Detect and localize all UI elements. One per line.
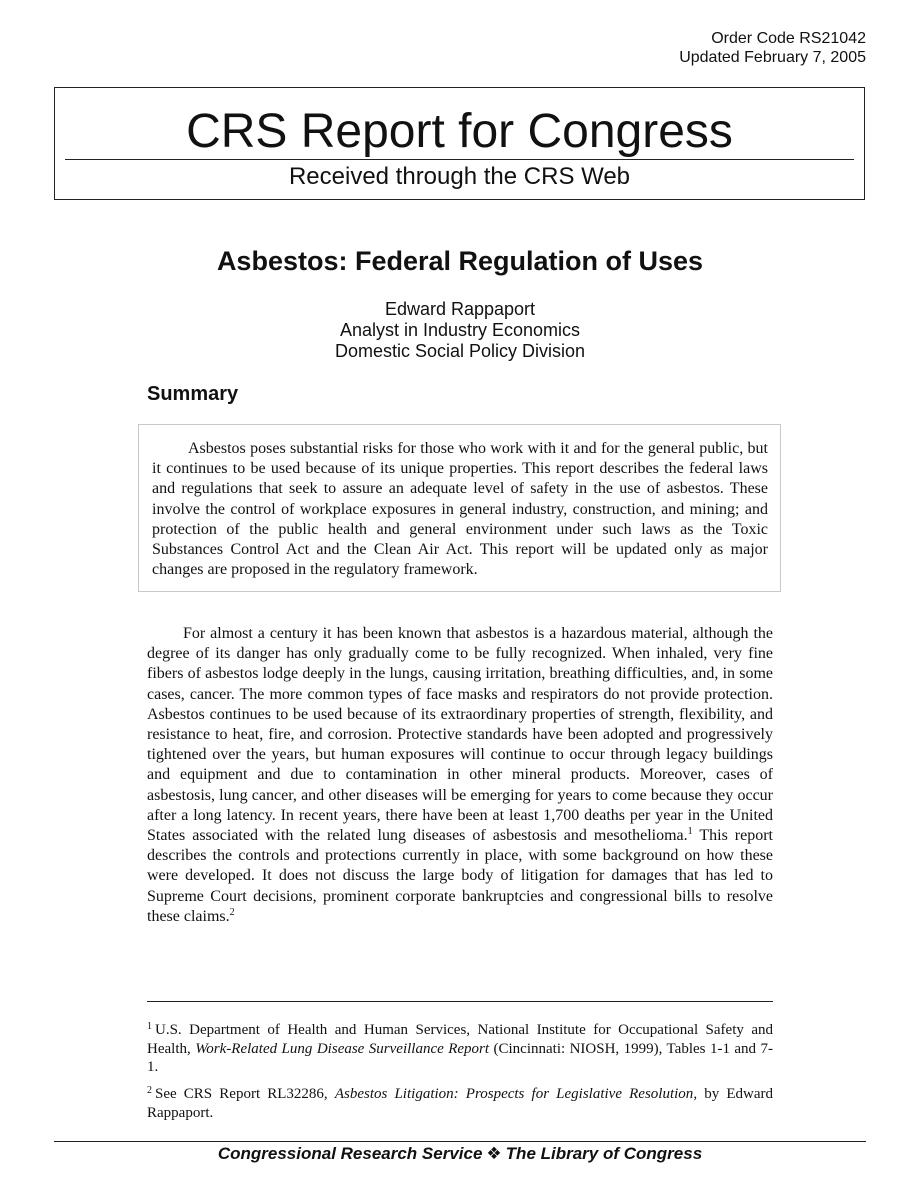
footnote-1-text: U.S. Department of Health and Human Services, National Institute for Occupational Safety and Health, xyxy=(147,1022,773,1057)
body-paragraph xyxy=(147,624,773,927)
footnote-1-source: (Cincinnati: NIOSH, 1999), Tables 1-1 and 7-1. xyxy=(147,1040,773,1075)
footnote-1-title: Work-Related Lung Disease Surveillance Report xyxy=(195,1040,490,1057)
footer-divider xyxy=(54,1141,866,1142)
body-text-part-1: For almost a century it has been known that asbestos is a hazardous material, although the degree of its danger has only gradually come to be fully recognized. When inhaled, very fine fibers of asbestos lodge deeply in the lungs, causing irritation, breathing difficulties, and, in some cases, cancer. The more common types of face masks and respirators do not provide protection. Asbestos continues to be used because of its extraordinary properties of strength, flexibility, and resistance to heat, fire, and corrosion. Protective standards have been adopted and progressively tightened over the years, but human exposures will continue to occur through legacy buildings and equipment and due to contamination in other mineral products. Moreover, cases of asbestosis, lung cancer, and other diseases will be emerging for years to come because they occur after a long latency. In recent years, there have been at least 1,700 deaths per year in the United States associated with the related lung diseases of asbestosis and mesothelioma. xyxy=(147,625,773,845)
author-name: Edward Rappaport xyxy=(384,299,536,319)
summary-text: Asbestos poses substantial risks for those who work with it and for the general public, but it continues to be used because of its unique properties. This report describes the federal laws and regulations that seek to assure an adequate level of safety in the use of asbestos. These involve the control of workplace exposures in general industry, construction, and mining; and protection of the public health and general environment under such laws as the Toxic Substances Control Act and the Clean Air Act. This report will be updated only as major changes are proposed in the regulatory framework. xyxy=(152,440,768,579)
footnote-1-mark: 1 xyxy=(147,1021,152,1032)
banner-subtitle: Received through the CRS Web xyxy=(288,163,631,190)
summary-heading: Summary xyxy=(147,383,239,405)
summary-box xyxy=(138,424,781,592)
footer-crs: Congressional Research Service xyxy=(217,1144,483,1163)
author-position: Analyst in Industry Economics xyxy=(339,320,581,340)
footnote-2-text: See CRS Report RL32286, xyxy=(155,1086,335,1102)
footer-loc: The Library of Congress xyxy=(505,1144,703,1163)
document-title: Asbestos: Federal Regulation of Uses xyxy=(216,246,704,276)
footnote-2-title: Asbestos Litigation: Prospects for Legislative Resolution xyxy=(334,1086,694,1102)
footnote-ref-1[interactable]: 1 xyxy=(687,826,693,838)
author-division: Domestic Social Policy Division xyxy=(334,341,586,361)
diamond-separator-icon: ❖ xyxy=(486,1144,502,1163)
updated-date: Updated February 7, 2005 xyxy=(679,49,866,66)
footnote-1 xyxy=(147,1021,773,1077)
footnote-2-source: , by Edward Rappaport. xyxy=(147,1086,773,1121)
page-footer xyxy=(0,1143,920,1165)
report-banner xyxy=(54,87,865,200)
footnote-ref-2[interactable]: 2 xyxy=(229,906,235,918)
banner-title: CRS Report for Congress xyxy=(186,105,733,158)
footnote-2 xyxy=(147,1085,773,1122)
author-block xyxy=(0,299,920,362)
banner-divider xyxy=(65,159,854,160)
order-code: Order Code RS21042 xyxy=(711,30,866,47)
footnote-divider xyxy=(147,1001,773,1002)
order-code-block xyxy=(679,29,866,67)
footnote-2-mark: 2 xyxy=(147,1085,152,1096)
body-text-part-2: This report describes the controls and protections currently in place, with some background on how these were developed. It does not discuss the large body of litigation for damages that has led to Supreme Court decisions, prominent corporate bankruptcies and congressional bills to resolve these claims. xyxy=(147,827,773,925)
